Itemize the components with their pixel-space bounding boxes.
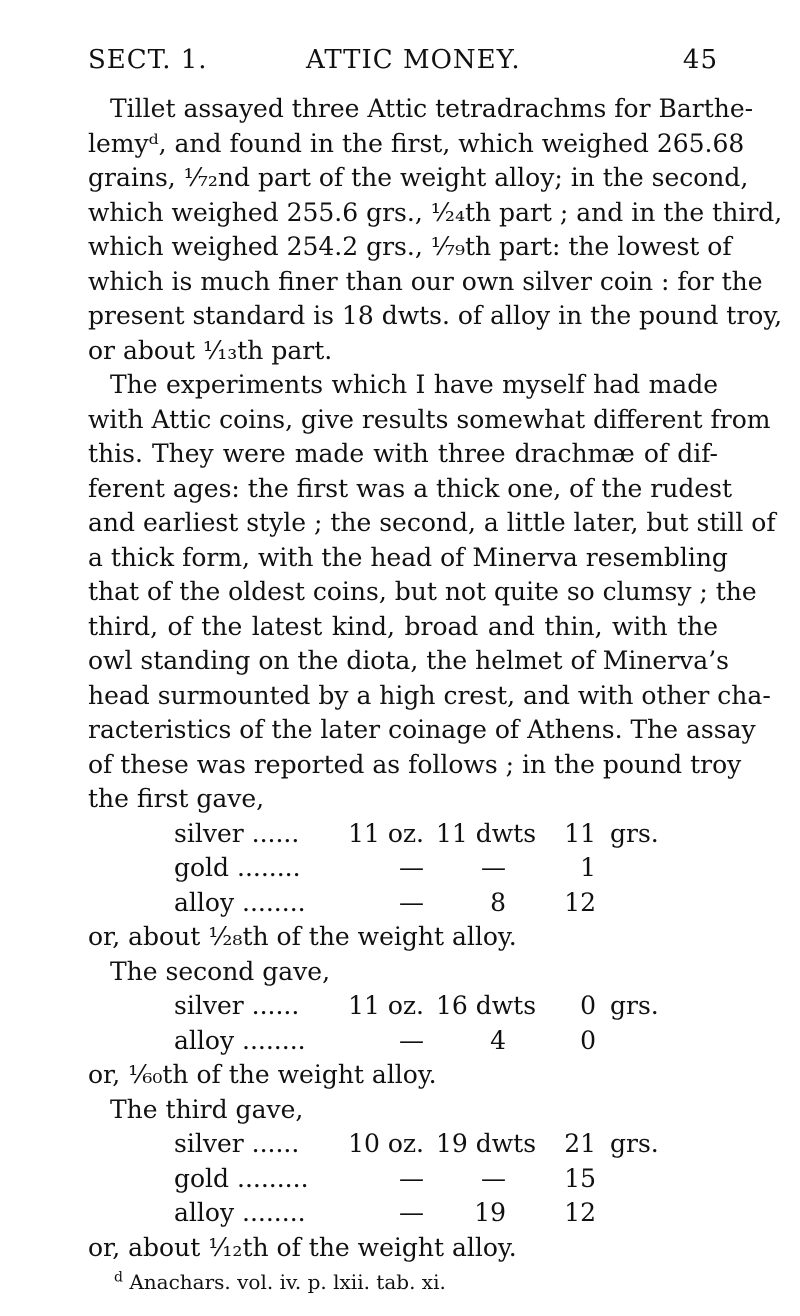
assay-row <box>88 851 718 886</box>
ounces-value: — <box>399 1198 424 1227</box>
assay-row <box>88 1024 718 1059</box>
text-line: which is much finer than our own silver coin : for the <box>88 266 763 296</box>
assay-table-2 <box>88 989 718 1058</box>
assay-table-1 <box>88 817 718 921</box>
metal-label: alloy ........ <box>174 887 306 917</box>
ounces-value: 10 oz. <box>348 1129 424 1158</box>
text-line: The experiments which I have myself had made <box>110 370 718 399</box>
ounces-value: — <box>399 1025 424 1055</box>
assay-row <box>88 989 718 1024</box>
grains-value: 15 <box>564 1163 596 1193</box>
grains-unit: grs. <box>610 991 659 1020</box>
text-line: racteristics of the later coinage of Athens. The assay <box>88 715 756 744</box>
assay-3-result: or, about ¹⁄₁₂th of the weight alloy. <box>88 1232 517 1262</box>
text-line: the first gave, <box>88 784 265 813</box>
grains-value: 12 <box>564 1198 596 1227</box>
metal-label: silver ...... <box>174 818 300 848</box>
grains-value: 11 <box>564 818 596 848</box>
assay-row <box>88 886 718 921</box>
dwts-value: — <box>481 853 506 882</box>
page-number: 45 <box>682 45 718 75</box>
grains-value: 21 <box>564 1129 596 1158</box>
assay-row <box>88 817 718 852</box>
section-label: SECT. 1. <box>88 45 208 75</box>
metal-label: silver ...... <box>174 991 300 1020</box>
text-line: present standard is 18 dwts. of alloy in the pound troy, <box>88 301 783 330</box>
grains-unit <box>610 1024 690 1059</box>
grains-unit <box>610 1196 690 1231</box>
grains-value: 0 <box>580 1025 596 1055</box>
text-line: head surmounted by a high crest, and with other cha- <box>88 680 771 710</box>
grains-value: 12 <box>564 887 596 917</box>
dwts-value: 19 <box>474 1198 506 1227</box>
ounces-value: 11 oz. <box>348 818 424 848</box>
ounces-value: 11 oz. <box>348 991 424 1020</box>
text-line: ferent ages: the first was a thick one, of the rudest <box>88 473 733 503</box>
text-line: that of the oldest coins, but not quite so clumsy ; the <box>88 577 757 606</box>
footnote-mark: d <box>114 1269 123 1286</box>
chapter-title: ATTIC MONEY. <box>306 45 521 75</box>
dwts-value: 8 <box>490 887 506 917</box>
text-line: which weighed 254.2 grs., ¹⁄₇₉th part: the lowest of <box>88 232 732 261</box>
text-line: grains, ¹⁄₇₂nd part of the weight alloy; in the second, <box>88 163 749 192</box>
assay-row <box>88 1127 718 1162</box>
text-line: this. They were made with three drachmæ of dif- <box>88 439 718 468</box>
metal-label: alloy ........ <box>174 1198 306 1227</box>
grains-unit: grs. <box>610 818 659 848</box>
paragraph-2 <box>88 368 776 817</box>
text-line: and earliest style ; the second, a little later, but still of <box>88 508 776 537</box>
assay-1-result: or, about ¹⁄₂₈th of the weight alloy. <box>88 922 517 951</box>
grains-unit <box>610 851 690 886</box>
metal-label: silver ...... <box>174 1129 300 1158</box>
assay-table-3 <box>88 1127 718 1231</box>
grains-value: 0 <box>580 991 596 1020</box>
footnote <box>88 1265 718 1300</box>
dwts-value: — <box>481 1163 506 1193</box>
metal-label: gold ......... <box>174 1163 309 1193</box>
text-line: or about ¹⁄₁₃th part. <box>88 335 333 365</box>
metal-label: gold ........ <box>174 853 301 882</box>
text-line: lemyᵈ, and found in the first, which weighed 265.68 <box>88 128 745 158</box>
ounces-value: — <box>399 1163 424 1193</box>
dwts-value: 19 dwts <box>436 1129 537 1158</box>
text-line: which weighed 255.6 grs., ¹⁄₂₄th part ; and in the third, <box>88 197 783 227</box>
assay-2-intro: The second gave, <box>110 956 331 986</box>
assay-3-intro: The third gave, <box>110 1094 304 1124</box>
metal-label: alloy ........ <box>174 1025 306 1055</box>
assay-row <box>88 1196 718 1231</box>
page-body <box>88 92 783 1300</box>
grains-value: 1 <box>580 853 596 882</box>
dwts-value: 4 <box>490 1025 506 1055</box>
assay-2-result: or, ¹⁄₆₀th of the weight alloy. <box>88 1060 437 1089</box>
text-line: owl standing on the diota, the helmet of Minerva’s <box>88 646 729 675</box>
text-line: a thick form, with the head of Minerva resembling <box>88 542 728 572</box>
dwts-value: 16 dwts <box>436 991 537 1020</box>
text-line: with Attic coins, give results somewhat different from <box>88 404 771 434</box>
grains-unit <box>610 1162 690 1197</box>
footnote-text: Anachars. vol. iv. p. lxii. tab. xi. <box>129 1270 446 1294</box>
text-line: third, of the latest kind, broad and thin, with the <box>88 611 718 641</box>
grains-unit <box>610 886 690 921</box>
text-line: Tillet assayed three Attic tetradrachms for Barthe- <box>110 94 754 123</box>
text-line: of these was reported as follows ; in the pound troy <box>88 749 742 779</box>
grains-unit: grs. <box>610 1129 659 1158</box>
ounces-value: — <box>399 887 424 917</box>
assay-row <box>88 1162 718 1197</box>
ounces-value: — <box>399 853 424 882</box>
dwts-value: 11 dwts <box>436 818 537 848</box>
paragraph-1 <box>88 92 783 368</box>
